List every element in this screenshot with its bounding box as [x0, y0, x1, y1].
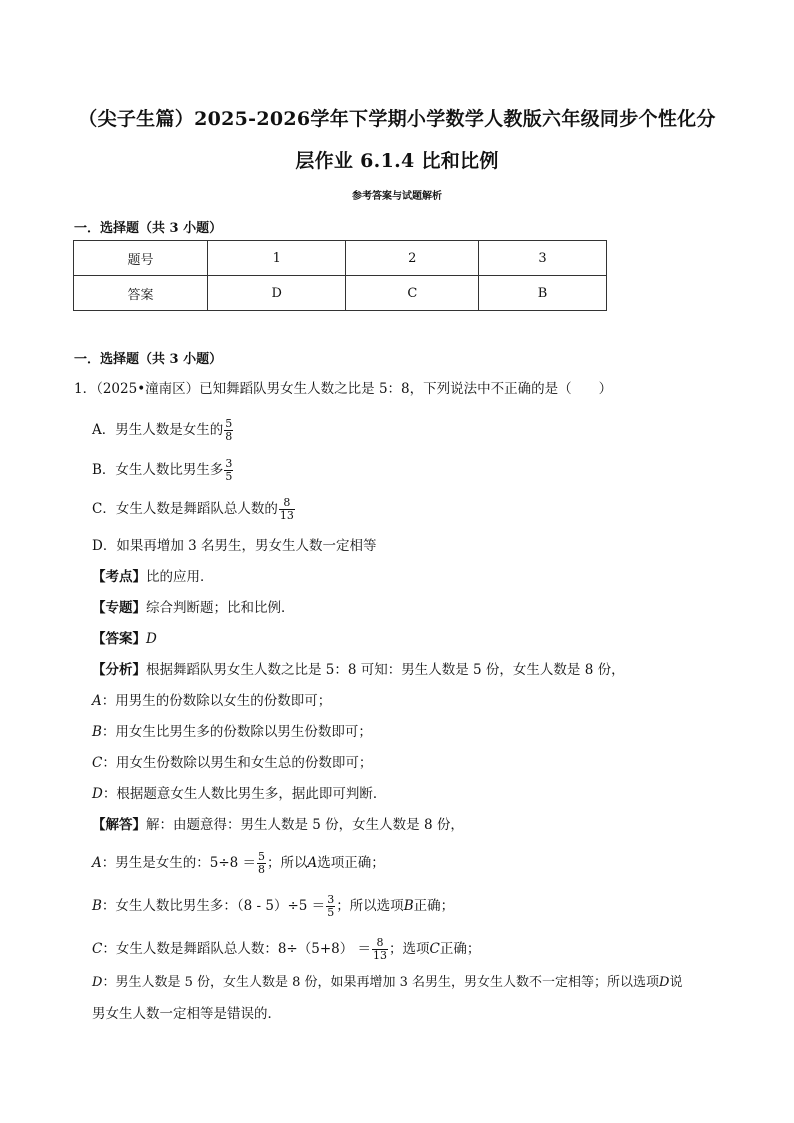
- fraction-numerator: 8: [283, 496, 291, 509]
- jieda-b-post: 正确；: [413, 898, 455, 914]
- kaodian-tag: 【考点】: [92, 569, 146, 585]
- fraction: [224, 418, 233, 443]
- daan-text: D: [146, 631, 157, 647]
- jieda-d-line-2: 男女生人数一定相等是错误的．: [92, 1006, 281, 1022]
- fenxi-a-line: [92, 692, 331, 710]
- jieda-a-pre: ：男生是女生的：5÷8 ＝: [101, 855, 257, 871]
- fraction-numerator: 8: [376, 936, 384, 949]
- jieda-line: [92, 816, 464, 834]
- jieda-a-line: [92, 851, 385, 876]
- table-cell: C: [346, 276, 479, 311]
- jieda-c-pre: ：女生人数是舞蹈队总人数：8÷（5+8） ＝: [102, 941, 372, 957]
- option-c: [92, 497, 296, 522]
- zhuanti-line: [92, 599, 295, 617]
- table-cell: 2: [346, 241, 479, 276]
- jieda-b-pre: ：女生人数比男生多：（8 - 5）÷5 ＝: [101, 898, 326, 914]
- jieda-b-line: [92, 894, 454, 919]
- option-letter: A: [92, 693, 102, 709]
- fraction: [257, 851, 266, 876]
- fraction-denominator: 13: [373, 949, 388, 962]
- zhuanti-text: 综合判断题；比和比例．: [146, 600, 295, 616]
- jieda-c-mid: ；选项: [389, 941, 430, 957]
- fenxi-b-line: [92, 723, 372, 741]
- jieda-d-pre: ：男生人数是 5 份，女生人数是 8 份，如果再增加 3 名男生，男女生人数不一定相等；所以选项: [102, 975, 660, 990]
- fenxi-d-text: ：根据题意女生人数比男生多，据此即可判断．: [102, 786, 387, 802]
- option-letter: A: [307, 855, 318, 871]
- document-title-line-2: 层作业 6.1.4 比和比例: [295, 150, 499, 172]
- option-d: D．如果再增加 3 名男生，男女生人数一定相等: [92, 538, 377, 554]
- fraction-denominator: 5: [327, 906, 335, 919]
- fenxi-d-line: [92, 785, 386, 803]
- option-letter: C: [92, 941, 103, 957]
- fraction-denominator: 8: [258, 863, 266, 876]
- table-cell: 1: [208, 241, 346, 276]
- option-letter: D: [659, 975, 670, 990]
- option-letter: C: [429, 941, 440, 957]
- fraction-numerator: 3: [327, 893, 335, 906]
- section-heading-questions: 一．选择题（共 3 小题）: [74, 352, 223, 367]
- option-letter: C: [92, 755, 103, 771]
- jieda-text: 解：由题意得：男生人数是 5 份，女生人数是 8 份，: [146, 817, 464, 833]
- fenxi-b-text: ：用女生比男生多的份数除以男生份数即可；: [101, 724, 372, 740]
- fraction-numerator: 5: [225, 417, 233, 430]
- option-letter: B: [403, 898, 414, 914]
- document-subtitle: 参考答案与试题解析: [352, 191, 442, 202]
- fenxi-c-line: [92, 754, 372, 772]
- jieda-c-post: 正确；: [439, 941, 481, 957]
- option-letter: D: [92, 786, 103, 802]
- fraction-numerator: 3: [225, 457, 233, 470]
- fenxi-c-text: ：用女生份数除以男生和女生总的份数即可；: [102, 755, 373, 771]
- fraction-denominator: 5: [225, 470, 233, 483]
- jieda-d-line: [92, 974, 683, 992]
- option-letter: D: [92, 975, 103, 990]
- jieda-c-line: [92, 937, 480, 962]
- daan-line: [92, 630, 157, 648]
- option-letter: B: [92, 898, 102, 914]
- fenxi-tag: 【分析】: [92, 662, 146, 678]
- daan-tag: 【答案】: [92, 631, 146, 647]
- table-header-cell: 答案: [74, 276, 208, 311]
- jieda-tag: 【解答】: [92, 817, 146, 833]
- option-c-text: C．女生人数是舞蹈队总人数的: [92, 501, 278, 517]
- fraction: [279, 497, 295, 522]
- fraction: [326, 894, 335, 919]
- kaodian-text: 比的应用．: [146, 569, 214, 585]
- fraction-denominator: 8: [225, 430, 233, 443]
- table-row: [74, 276, 607, 311]
- table-row: [74, 241, 607, 276]
- question-stem: 1．（2025•潼南区）已知舞蹈队男女生人数之比是 5：8，下列说法中不正确的是（ ）: [74, 381, 613, 397]
- option-b: [92, 458, 234, 483]
- answer-table: [73, 240, 607, 311]
- table-cell: B: [479, 276, 607, 311]
- section-heading-answers: 一．选择题（共 3 小题）: [74, 221, 223, 236]
- jieda-d-post: 说: [669, 975, 683, 990]
- option-letter: A: [92, 855, 102, 871]
- fraction: [224, 458, 233, 483]
- option-b-text: B．女生人数比男生多: [92, 462, 224, 478]
- table-cell: D: [208, 276, 346, 311]
- jieda-b-mid: ；所以选项: [336, 898, 404, 914]
- kaodian-line: [92, 568, 214, 586]
- fraction-denominator: 13: [279, 509, 294, 522]
- fenxi-line: [92, 661, 625, 679]
- zhuanti-tag: 【专题】: [92, 600, 146, 616]
- fraction-numerator: 5: [258, 850, 266, 863]
- option-a: [92, 418, 234, 443]
- table-cell: 3: [479, 241, 607, 276]
- option-letter: B: [92, 724, 102, 740]
- fraction: [372, 937, 388, 962]
- fenxi-a-text: ：用男生的份数除以女生的份数即可；: [101, 693, 332, 709]
- jieda-a-mid: ；所以: [267, 855, 308, 871]
- document-title-line-1: （尖子生篇）2025-2026学年下学期小学数学人教版六年级同步个性化分: [78, 108, 716, 130]
- jieda-a-post: 选项正确；: [317, 855, 385, 871]
- option-a-text: A．男生人数是女生的: [92, 422, 224, 438]
- table-header-cell: 题号: [74, 241, 208, 276]
- fenxi-text: 根据舞蹈队男女生人数之比是 5：8 可知：男生人数是 5 份，女生人数是 8 份，: [146, 662, 625, 678]
